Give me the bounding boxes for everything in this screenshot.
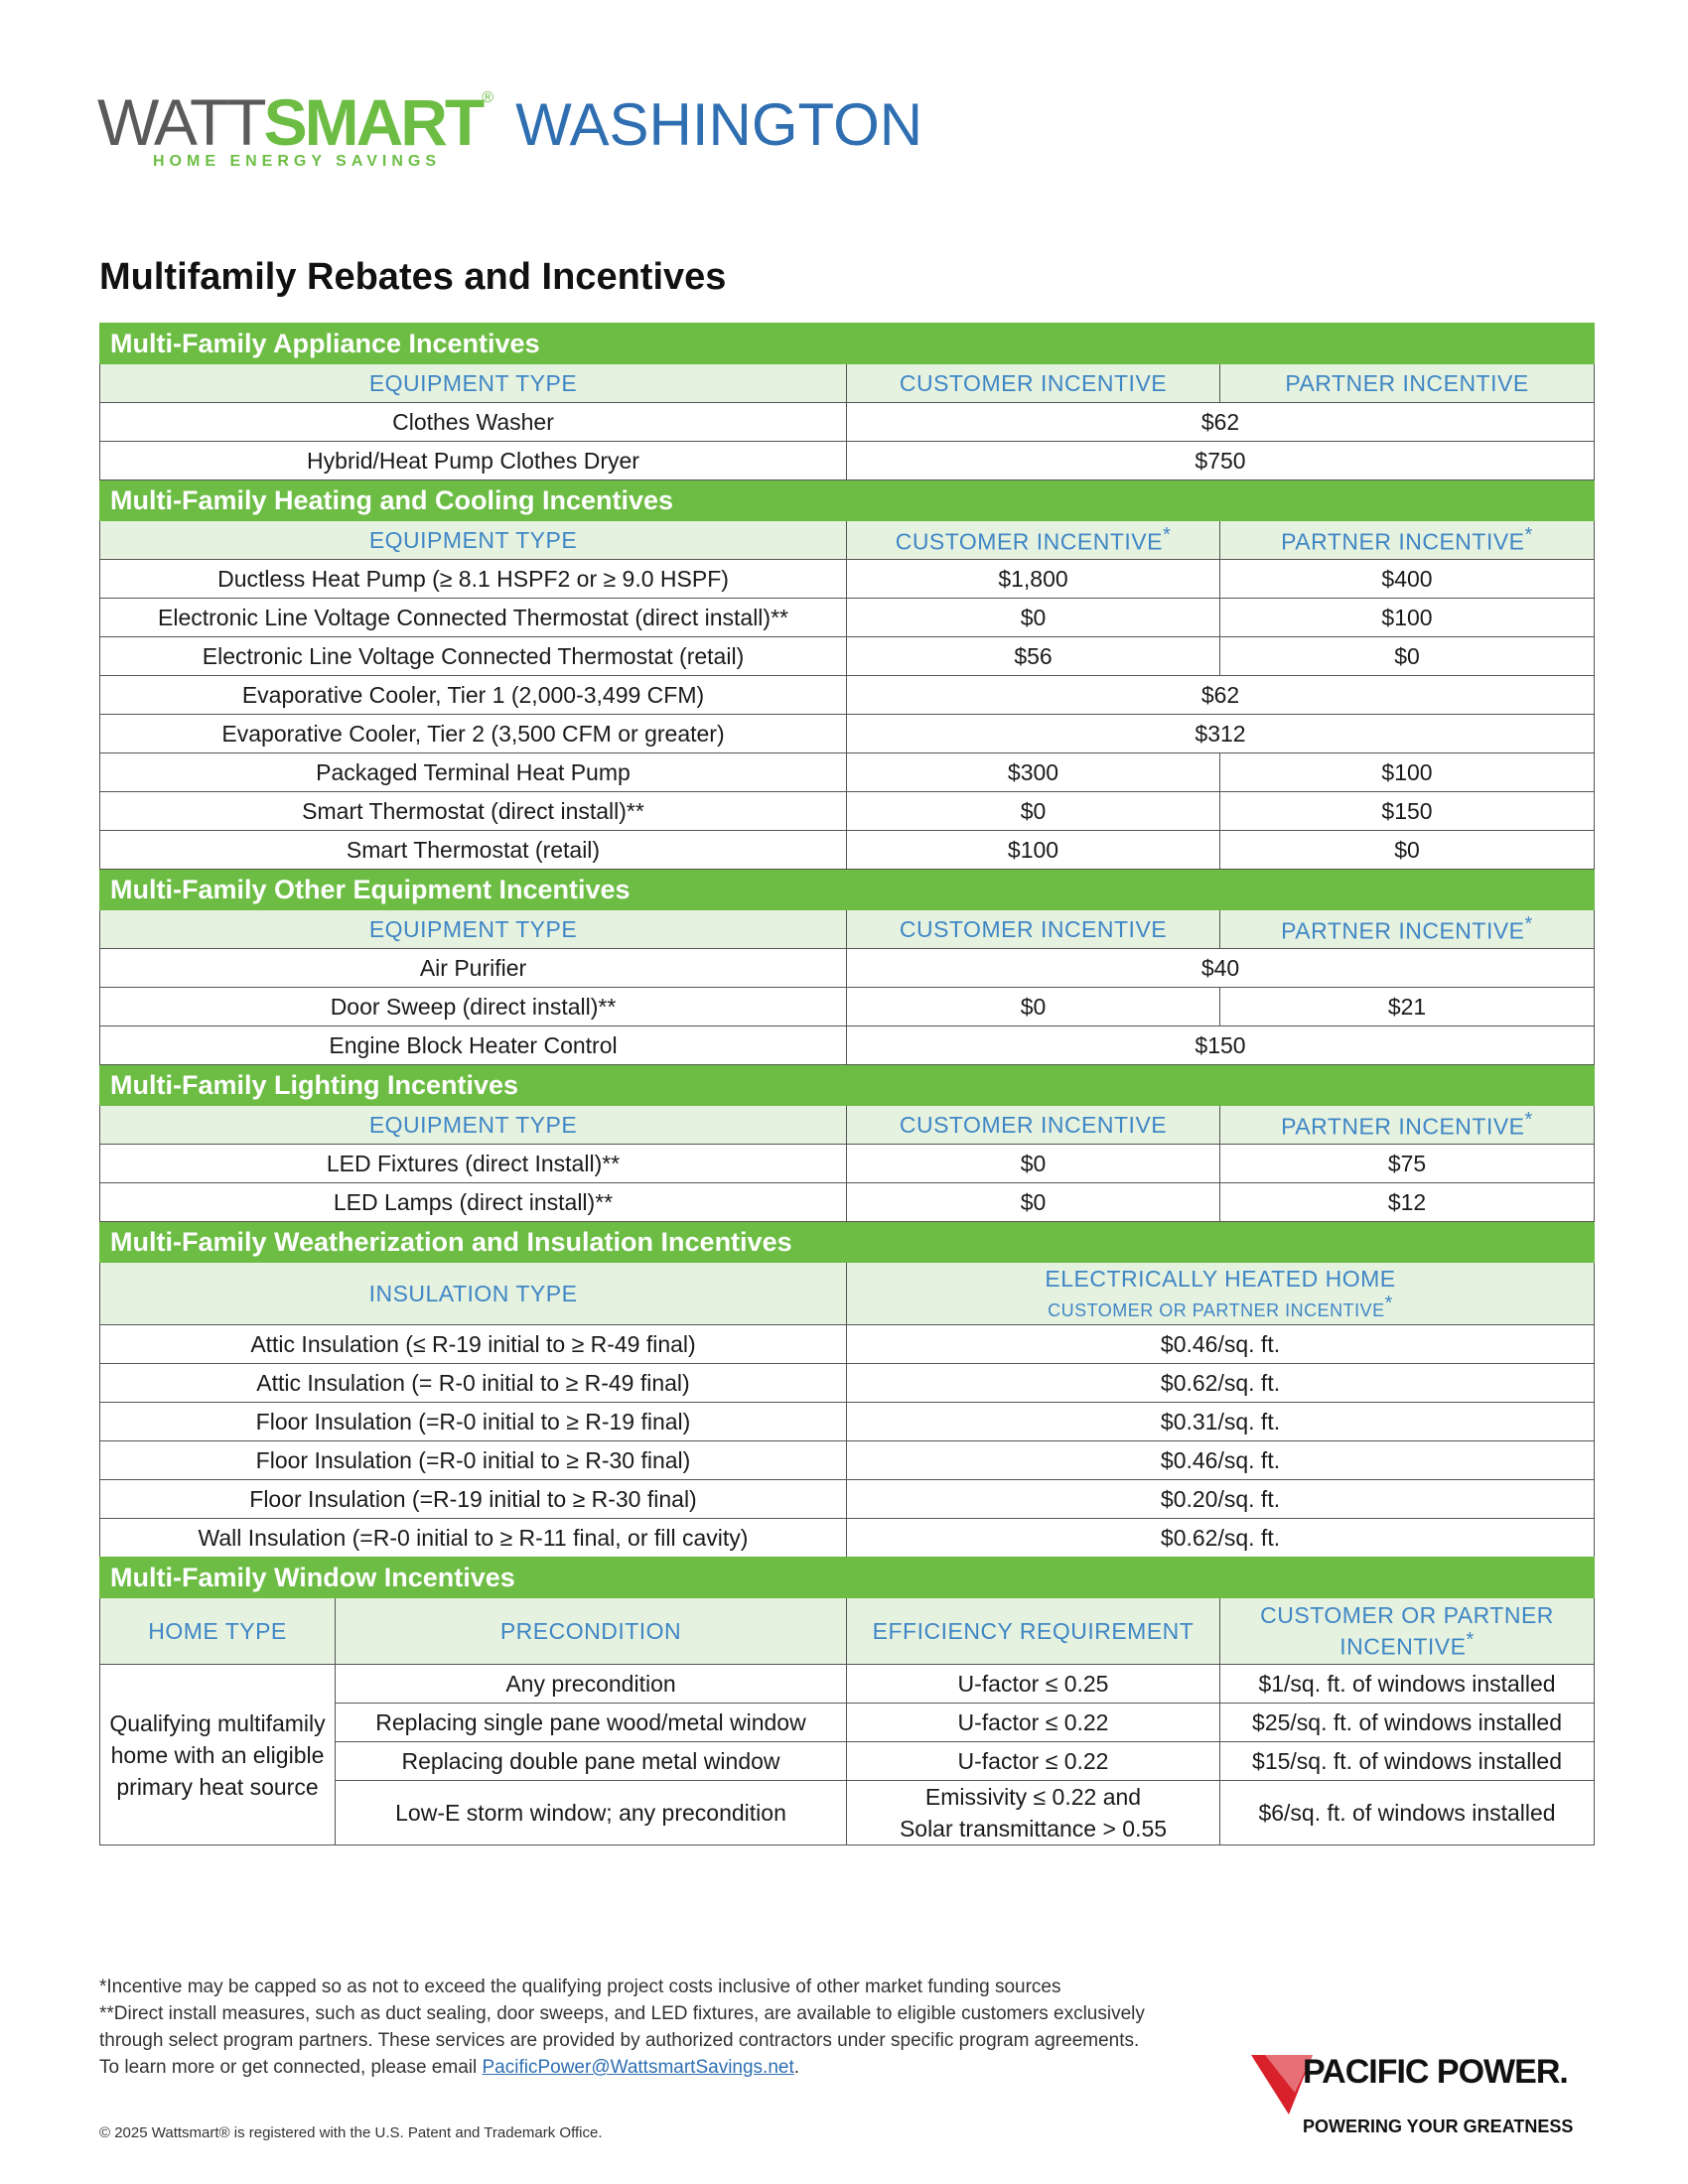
table-row xyxy=(100,676,1595,715)
cell-customer: $0 xyxy=(847,1183,1220,1222)
cell-equipment: Packaged Terminal Heat Pump xyxy=(100,753,847,792)
table-row xyxy=(100,1441,1595,1480)
cell-partner: $12 xyxy=(1220,1183,1595,1222)
table-row xyxy=(100,715,1595,753)
cell-incentive: $1/sq. ft. of windows installed xyxy=(1220,1665,1595,1704)
header-customer-incentive: CUSTOMER INCENTIVE* xyxy=(847,521,1220,560)
cell-equipment: Smart Thermostat (retail) xyxy=(100,831,847,870)
cell-efficiency: Emissivity ≤ 0.22 and Solar transmittance > 0.55 xyxy=(847,1781,1220,1845)
table-row xyxy=(100,560,1595,599)
cell-equipment: Hybrid/Heat Pump Clothes Dryer xyxy=(100,442,847,480)
table-row xyxy=(100,1665,1595,1704)
cell-customer: $300 xyxy=(847,753,1220,792)
cell-customer: $0 xyxy=(847,599,1220,637)
cell-incentive: $0.62/sq. ft. xyxy=(847,1364,1595,1403)
cell-precondition: Replacing double pane metal window xyxy=(336,1742,847,1781)
cell-equipment: Evaporative Cooler, Tier 1 (2,000-3,499 CFM) xyxy=(100,676,847,715)
cell-equipment: Air Purifier xyxy=(100,949,847,988)
table-row xyxy=(100,1403,1595,1441)
section-title-other: Multi-Family Other Equipment Incentives xyxy=(100,870,1595,910)
cell-customer: $100 xyxy=(847,831,1220,870)
cell-insulation: Wall Insulation (=R-0 initial to ≥ R-11 final, or fill cavity) xyxy=(100,1519,847,1558)
cell-incentive: $0.31/sq. ft. xyxy=(847,1403,1595,1441)
cell-precondition: Any precondition xyxy=(336,1665,847,1704)
table-row xyxy=(100,988,1595,1026)
cell-customer: $1,800 xyxy=(847,560,1220,599)
cell-equipment: Ductless Heat Pump (≥ 8.1 HSPF2 or ≥ 9.0 HSPF) xyxy=(100,560,847,599)
logo-state: WASHINGTON xyxy=(515,91,923,158)
header-incentive: CUSTOMER OR PARTNER INCENTIVE* xyxy=(1220,1598,1595,1665)
cell-insulation: Floor Insulation (=R-19 initial to ≥ R-30 final) xyxy=(100,1480,847,1519)
table-row xyxy=(100,949,1595,988)
table-row xyxy=(100,599,1595,637)
window-table xyxy=(99,1557,1595,1845)
header-home-type: HOME TYPE xyxy=(100,1598,336,1665)
cell-insulation: Floor Insulation (=R-0 initial to ≥ R-30 final) xyxy=(100,1441,847,1480)
cell-partner: $75 xyxy=(1220,1145,1595,1183)
table-row xyxy=(100,1145,1595,1183)
logo-reg: ® xyxy=(482,89,494,106)
table-row xyxy=(100,1325,1595,1364)
footnote-4: To learn more or get connected, please email PacificPower@WattsmartSavings.net. xyxy=(99,2057,800,2078)
section-title-weatherization: Multi-Family Weatherization and Insulation Incentives xyxy=(100,1222,1595,1263)
table-row xyxy=(100,792,1595,831)
header-precondition: PRECONDITION xyxy=(336,1598,847,1665)
header-partner-incentive: PARTNER INCENTIVE* xyxy=(1220,521,1595,560)
footnotes xyxy=(99,1974,1241,2081)
section-title-lighting: Multi-Family Lighting Incentives xyxy=(100,1065,1595,1106)
header-electrically-heated: ELECTRICALLY HEATED HOME CUSTOMER OR PARTNER INCENTIVE* xyxy=(847,1263,1595,1325)
cell-incentive: $25/sq. ft. of windows installed xyxy=(1220,1704,1595,1742)
wattsmart-logo xyxy=(97,85,923,170)
cell-equipment: Evaporative Cooler, Tier 2 (3,500 CFM or greater) xyxy=(100,715,847,753)
cell-efficiency: U-factor ≤ 0.22 xyxy=(847,1704,1220,1742)
appliance-table xyxy=(99,323,1595,1558)
copyright: © 2025 Wattsmart® is registered with the U.S. Patent and Trademark Office. xyxy=(99,2124,603,2141)
cell-partner: $0 xyxy=(1220,831,1595,870)
cell-incentive: $0.62/sq. ft. xyxy=(847,1519,1595,1558)
cell-equipment: LED Lamps (direct install)** xyxy=(100,1183,847,1222)
footnote-2: **Direct install measures, such as duct sealing, door sweeps, and LED fixtures, are available to eligible customers exclusively xyxy=(99,2003,1145,2024)
cell-equipment: Engine Block Heater Control xyxy=(100,1026,847,1065)
table-row xyxy=(100,831,1595,870)
cell-partner: $100 xyxy=(1220,599,1595,637)
cell-precondition: Replacing single pane wood/metal window xyxy=(336,1704,847,1742)
logo-watt: WATT xyxy=(97,85,264,159)
header-partner-incentive: PARTNER INCENTIVE* xyxy=(1220,1106,1595,1145)
table-row xyxy=(100,637,1595,676)
pacific-power-tagline: POWERING YOUR GREATNESS xyxy=(1303,2116,1574,2136)
header-equipment-type: EQUIPMENT TYPE xyxy=(100,1106,847,1145)
cell-insulation: Floor Insulation (=R-0 initial to ≥ R-19 final) xyxy=(100,1403,847,1441)
cell-partner: $21 xyxy=(1220,988,1595,1026)
cell-customer: $0 xyxy=(847,1145,1220,1183)
cell-customer: $0 xyxy=(847,792,1220,831)
pacific-power-name: PACIFIC POWER. xyxy=(1303,2053,1568,2091)
cell-incentive: $750 xyxy=(847,442,1595,480)
cell-home-type: Qualifying multifamily home with an eligible primary heat source xyxy=(100,1665,336,1845)
header-equipment-type: EQUIPMENT TYPE xyxy=(100,910,847,949)
header-efficiency: EFFICIENCY REQUIREMENT xyxy=(847,1598,1220,1665)
logo-tagline: HOME ENERGY SAVINGS xyxy=(153,153,441,170)
cell-equipment: LED Fixtures (direct Install)** xyxy=(100,1145,847,1183)
section-title-window: Multi-Family Window Incentives xyxy=(100,1558,1595,1598)
footnote-1: *Incentive may be capped so as not to exceed the qualifying project costs inclusive of other market funding sources xyxy=(99,1977,1061,1997)
cell-customer: $0 xyxy=(847,988,1220,1026)
table-row xyxy=(100,1519,1595,1558)
header-customer-incentive: CUSTOMER INCENTIVE xyxy=(847,364,1220,403)
cell-incentive: $0.46/sq. ft. xyxy=(847,1441,1595,1480)
cell-partner: $100 xyxy=(1220,753,1595,792)
header-insulation-type: INSULATION TYPE xyxy=(100,1263,847,1325)
table-row xyxy=(100,1480,1595,1519)
cell-incentive: $0.46/sq. ft. xyxy=(847,1325,1595,1364)
email-link[interactable]: PacificPower@WattsmartSavings.net xyxy=(482,2057,794,2078)
cell-incentive: $312 xyxy=(847,715,1595,753)
section-title-appliance: Multi-Family Appliance Incentives xyxy=(100,324,1595,364)
cell-equipment: Electronic Line Voltage Connected Thermostat (retail) xyxy=(100,637,847,676)
cell-efficiency: U-factor ≤ 0.22 xyxy=(847,1742,1220,1781)
cell-incentive: $62 xyxy=(847,676,1595,715)
header-customer-incentive: CUSTOMER INCENTIVE xyxy=(847,910,1220,949)
cell-incentive: $6/sq. ft. of windows installed xyxy=(1220,1781,1595,1845)
cell-incentive: $150 xyxy=(847,1026,1595,1065)
table-row xyxy=(100,753,1595,792)
table-row xyxy=(100,1026,1595,1065)
cell-insulation: Attic Insulation (= R-0 initial to ≥ R-49 final) xyxy=(100,1364,847,1403)
logo-smart: SMART xyxy=(263,85,483,159)
header-equipment-type: EQUIPMENT TYPE xyxy=(100,364,847,403)
table-row xyxy=(100,1364,1595,1403)
cell-incentive: $62 xyxy=(847,403,1595,442)
cell-equipment: Door Sweep (direct install)** xyxy=(100,988,847,1026)
header-partner-incentive: PARTNER INCENTIVE* xyxy=(1220,910,1595,949)
table-row xyxy=(100,1183,1595,1222)
cell-partner: $0 xyxy=(1220,637,1595,676)
incentive-tables xyxy=(99,323,1594,1845)
cell-insulation: Attic Insulation (≤ R-19 initial to ≥ R-49 final) xyxy=(100,1325,847,1364)
cell-equipment: Smart Thermostat (direct install)** xyxy=(100,792,847,831)
cell-precondition: Low-E storm window; any precondition xyxy=(336,1781,847,1845)
cell-customer: $56 xyxy=(847,637,1220,676)
cell-efficiency: U-factor ≤ 0.25 xyxy=(847,1665,1220,1704)
header-customer-incentive: CUSTOMER INCENTIVE xyxy=(847,1106,1220,1145)
header-equipment-type: EQUIPMENT TYPE xyxy=(100,521,847,560)
cell-equipment: Clothes Washer xyxy=(100,403,847,442)
page-title: Multifamily Rebates and Incentives xyxy=(99,256,727,298)
cell-incentive: $0.20/sq. ft. xyxy=(847,1480,1595,1519)
cell-incentive: $40 xyxy=(847,949,1595,988)
table-row xyxy=(100,403,1595,442)
cell-partner: $400 xyxy=(1220,560,1595,599)
table-row xyxy=(100,442,1595,480)
header-partner-incentive: PARTNER INCENTIVE xyxy=(1220,364,1595,403)
cell-incentive: $15/sq. ft. of windows installed xyxy=(1220,1742,1595,1781)
section-title-heating: Multi-Family Heating and Cooling Incentives xyxy=(100,480,1595,521)
cell-equipment: Electronic Line Voltage Connected Thermostat (direct install)** xyxy=(100,599,847,637)
cell-partner: $150 xyxy=(1220,792,1595,831)
footnote-3: through select program partners. These services are provided by authorized contractors under specific program agreements. xyxy=(99,2030,1140,2051)
